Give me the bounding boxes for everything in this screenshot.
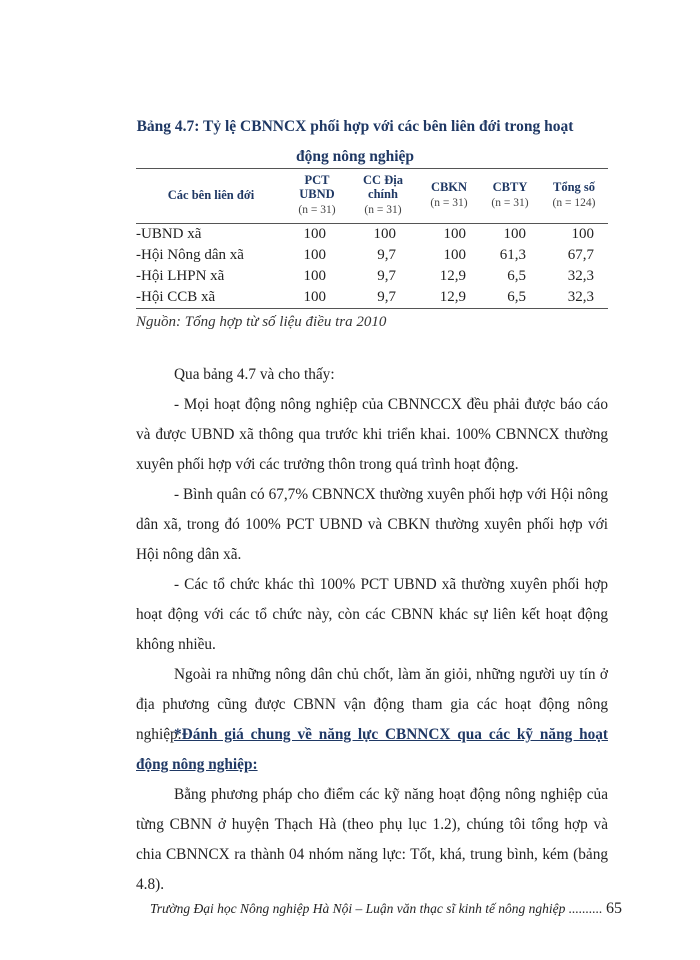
- row-label: -Hội CCB xã: [136, 289, 216, 305]
- cell: 6,5: [507, 289, 526, 305]
- cell: 67,7: [567, 247, 594, 263]
- cell: 32,3: [567, 268, 594, 284]
- cell: 9,7: [377, 247, 396, 263]
- row-label: -Hội Nông dân xã: [136, 247, 244, 263]
- table-title-line-2: động nông nghiệp: [295, 148, 415, 165]
- paragraph-ubnd: - Mọi hoạt động nông nghiệp của CBNNCCX đều phải được báo cáo và được UBND xã thông qua trước khi triển khai. 100% CBNNCX thường xuyên phối hợp với các trưởng thôn trong quá trình hoạt động.: [136, 396, 608, 473]
- page-footer: [150, 900, 622, 918]
- header-stakeholders: Các bên liên đới: [167, 188, 255, 202]
- cell: 100: [443, 247, 466, 263]
- header-pct-ubnd: PCT UBND (n = 31): [298, 173, 336, 216]
- footer-text: Trường Đại học Nông nghiệp Hà Nội – Luận văn thạc sĩ kinh tế nông nghiệp ..........: [150, 901, 603, 916]
- cell: 32,3: [567, 289, 594, 305]
- cell: 9,7: [377, 268, 396, 284]
- paragraph-other-orgs: - Các tổ chức khác thì 100% PCT UBND xã thường xuyên phối hợp hoạt động với các tổ chức này, còn các CBNN khác sự liên kết hoạt động không nhiều.: [136, 576, 608, 653]
- cell: 100: [303, 268, 326, 284]
- cell: 12,9: [439, 289, 466, 305]
- page-number: 65: [605, 900, 622, 917]
- paragraph-intro: Qua bảng 4.7 và cho thấy:: [174, 366, 335, 383]
- table-title: [120, 112, 590, 172]
- paragraph-method: Bằng phương pháp cho điểm các kỹ năng hoạt động nông nghiệp của từng CBNN ở huyện Thạch Hà (theo phụ lục 1.2), chúng tôi tổng hợp và chia CBNNCX ra thành 04 nhóm năng lực: Tốt, khá, trung bình, kém (bảng 4.8).: [136, 786, 608, 893]
- data-table: [136, 168, 608, 309]
- cell: 12,9: [439, 268, 466, 284]
- cell: 100: [503, 226, 526, 242]
- row-label: -Hội LHPN xã: [136, 268, 225, 284]
- table-row: [136, 287, 608, 309]
- cell: 100: [443, 226, 466, 242]
- header-total: Tổng số (n = 124): [552, 180, 596, 209]
- cell: 100: [303, 226, 326, 242]
- table-source-note: Nguồn: Tổng hợp từ số liệu điều tra 2010: [136, 314, 387, 330]
- paragraph-hoi-nong-dan: - Bình quân có 67,7% CBNNCX thường xuyên phối hợp với Hội nông dân xã, trong đó 100% PCT UBND và CBKN thường xuyên phối hợp với Hội nông dân xã.: [136, 486, 608, 563]
- paragraph-farmers: Ngoài ra những nông dân chủ chốt, làm ăn giỏi, những người uy tín ở địa phương cũng được CBNN vận động tham gia các hoạt động nông nghiệp.: [136, 666, 608, 743]
- header-cbkn: CBKN (n = 31): [430, 180, 468, 209]
- cell: 100: [303, 289, 326, 305]
- cell: 9,7: [377, 289, 396, 305]
- table-row: [136, 224, 608, 246]
- header-cc-dia-chinh: CC Địa chính (n = 31): [363, 173, 403, 216]
- cell: 6,5: [507, 268, 526, 284]
- table-title-line-1: Bảng 4.7: Tỷ lệ CBNNCX phối hợp với các bên liên đới trong hoạt: [136, 118, 574, 135]
- section-heading: *Đánh giá chung về năng lực CBNNCX qua các kỹ năng hoạt động nông nghiệp:: [136, 726, 608, 773]
- row-label: -UBND xã: [136, 226, 202, 242]
- table-row: [136, 245, 608, 266]
- cell: 100: [571, 226, 594, 242]
- cell: 61,3: [499, 247, 526, 263]
- cell: 100: [373, 226, 396, 242]
- cell: 100: [303, 247, 326, 263]
- table-header-row: [136, 169, 608, 224]
- table-row: [136, 266, 608, 287]
- header-cbty: CBTY (n = 31): [491, 180, 529, 209]
